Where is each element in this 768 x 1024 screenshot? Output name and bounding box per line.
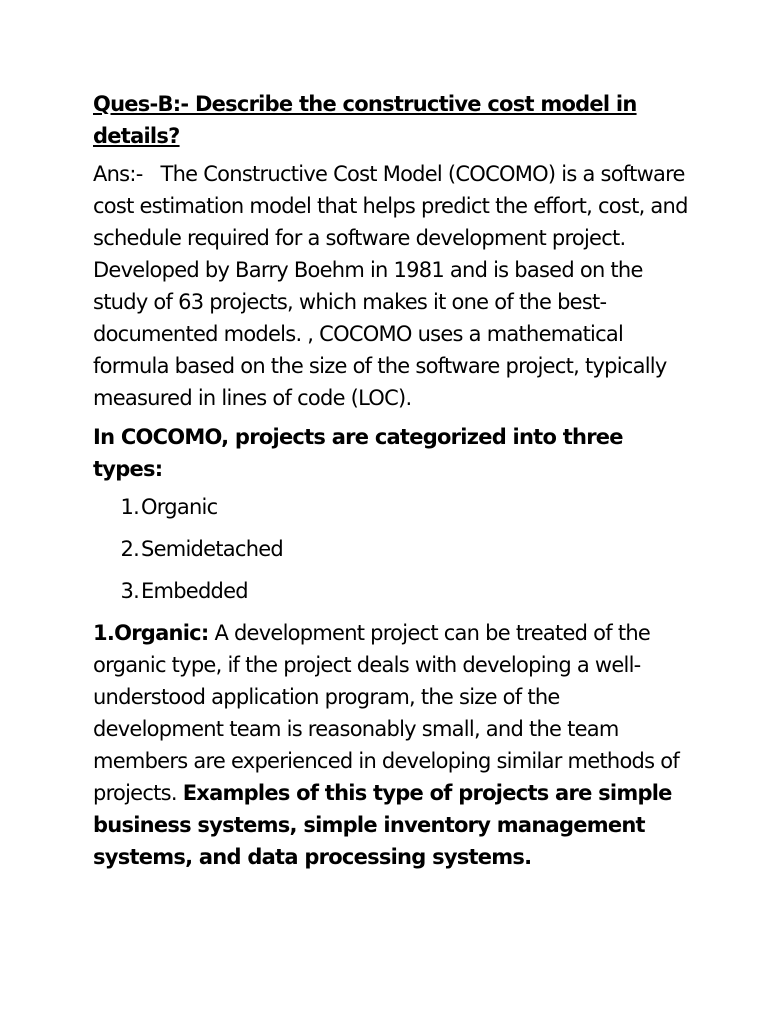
organic-title: 1.Organic: [93, 621, 209, 645]
types-heading: In COCOMO, projects are categorized into three types: [93, 425, 623, 481]
organic-description: A development project can be treated of the organic type, if the project deals with developing a well-understood application program, the size of the development team is reasonably small, and the team members are experienced in developing similar methods of projects. [93, 621, 679, 805]
types-list [93, 491, 693, 607]
answer-text: The Constructive Cost Model (COCOMO) is a software cost estimation model that helps predict the effort, cost, and schedule required for a software development project. Developed by Barry Boehm in 1981 and is based on the study of 63 projects, which makes it one of the best-documented models. , COCOMO uses a mathematical formula based on the size of the software project, typically measured in lines of code (LOC). [93, 162, 688, 410]
answer-paragraph [93, 158, 693, 414]
list-item [93, 575, 693, 607]
list-item-label: Organic [141, 495, 218, 519]
list-item-label: Semidetached [141, 537, 283, 561]
list-item [93, 491, 693, 523]
list-item-label: Embedded [141, 579, 248, 603]
answer-label: Ans:- [93, 162, 143, 186]
list-item-number: 3. [120, 579, 139, 603]
list-item-number: 2. [120, 537, 139, 561]
document-page [93, 88, 693, 873]
organic-paragraph [93, 617, 693, 873]
question-heading: Ques-B:- Describe the constructive cost model in details? [93, 92, 637, 148]
organic-examples: Examples of this type of projects are simple business systems, simple inventory management systems, and data processing systems. [93, 781, 672, 869]
list-item [93, 533, 693, 565]
list-item-number: 1. [120, 495, 139, 519]
